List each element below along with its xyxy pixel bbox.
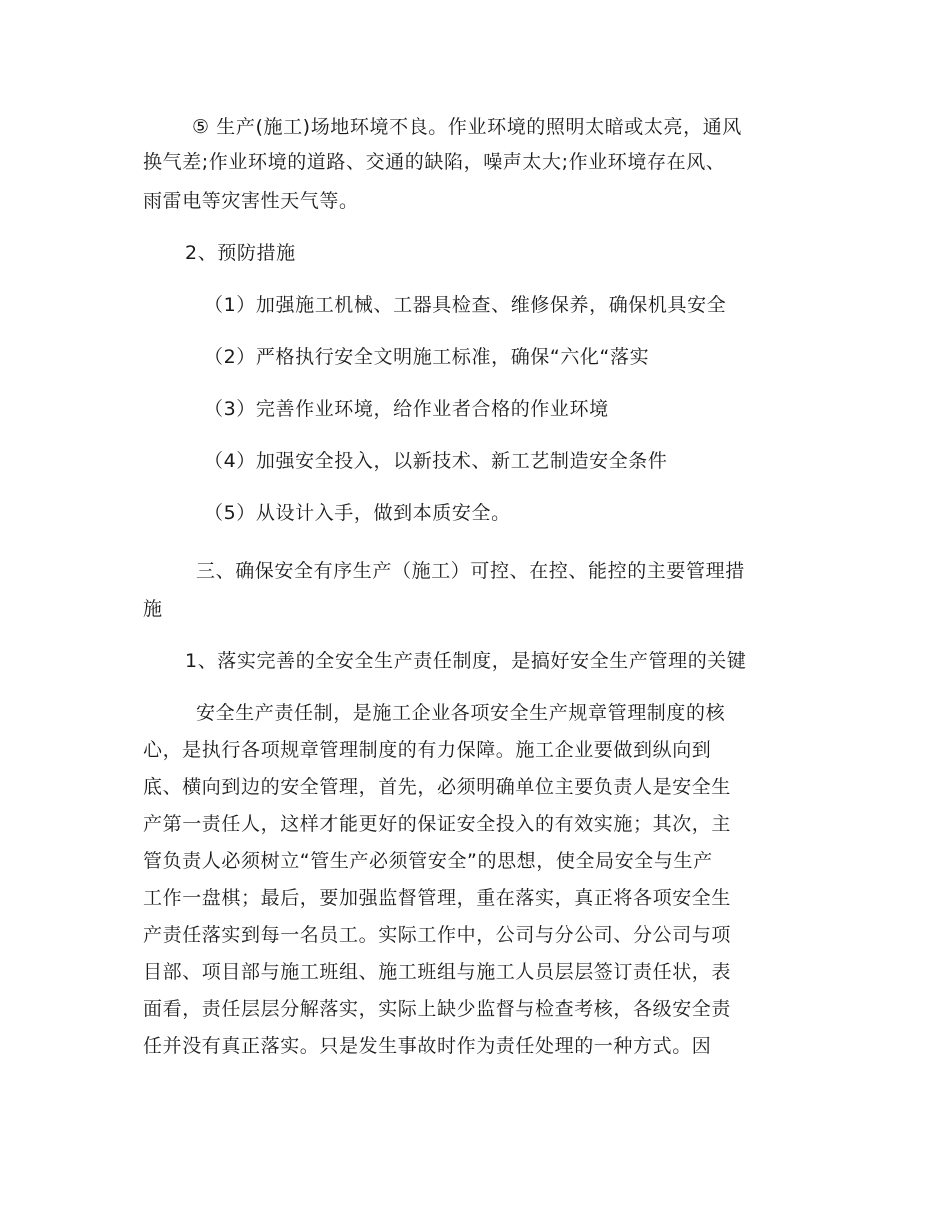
list-item: （5）从设计入手，做到本质安全。 (204, 502, 511, 524)
section-heading: 施 (143, 598, 163, 620)
text-line: ⑤ 生产(施工)场地环境不良。作业环境的照明太暗或太亮，通风 (192, 116, 742, 138)
list-item: （3）完善作业环境，给作业者合格的作业环境 (204, 398, 609, 420)
paragraph-line: 目部、项目部与施工班组、施工班组与施工人员层层签订责任状，表 (143, 961, 732, 983)
paragraph-line: 产责任落实到每一名员工。实际工作中，公司与分公司、分公司与项 (143, 924, 732, 946)
paragraph-line: 底、横向到边的安全管理，首先，必须明确单位主要负责人是安全生 (143, 776, 732, 798)
paragraph-line: 任并没有真正落实。只是发生事故时作为责任处理的一种方式。因 (143, 1035, 712, 1057)
text-line: 雨雷电等灾害性天气等。 (143, 190, 359, 212)
paragraph-line: 面看，责任层层分解落实，实际上缺少监督与检查考核，各级安全责 (143, 998, 732, 1020)
text-line: 换气差;作业环境的道路、交通的缺陷，噪声太大;作业环境存在风、 (143, 151, 726, 173)
section-heading: 三、确保安全有序生产（施工）可控、在控、能控的主要管理措 (196, 560, 745, 582)
paragraph-line: 安全生产责任制，是施工企业各项安全生产规章管理制度的核 (196, 702, 726, 724)
paragraph-line: 产第一责任人，这样才能更好的保证安全投入的有效实施；其次，主 (143, 813, 732, 835)
paragraph-line: 工作一盘棋；最后，要加强监督管理，重在落实，真正将各项安全生 (143, 887, 732, 909)
list-item: （2）严格执行安全文明施工标准，确保“六化“落实 (204, 346, 650, 368)
list-item: （4）加强安全投入，以新技术、新工艺制造安全条件 (204, 450, 668, 472)
list-item: （1）加强施工机械、工器具检查、维修保养，确保机具安全 (204, 294, 727, 316)
paragraph-line: 心，是执行各项规章管理制度的有力保障。施工企业要做到纵向到 (143, 739, 712, 761)
paragraph-line: 管负责人必须树立“管生产必须管安全”的思想，使全局安全与生产 (143, 850, 713, 872)
section-heading: 2、预防措施 (185, 242, 296, 264)
subsection-heading: 1、落实完善的全安全生产责任制度，是搞好安全生产管理的关键 (185, 650, 747, 672)
